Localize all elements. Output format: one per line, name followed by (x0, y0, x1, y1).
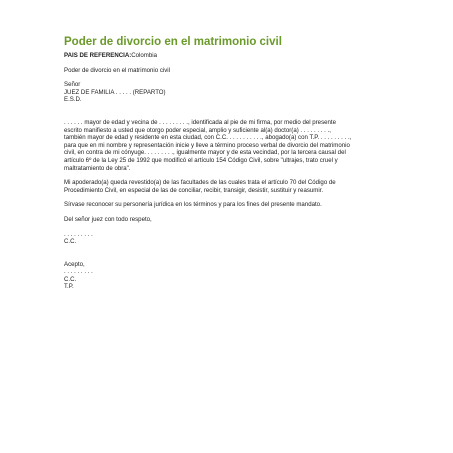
acceptance-label: Acepto, (64, 260, 85, 268)
reference-label: PAIS DE REFERENCIA: (64, 52, 132, 59)
body-line: . . . . . . mayor de edad y vecina de . . . . . . . . ., identificada al pie de mi firma, por medio del presente (64, 118, 336, 126)
signature-dots: . . . . . . . . . (64, 230, 93, 238)
request-paragraph: Sírvase reconocer su personería jurídica en los términos y para los fines del presente mandato. (64, 201, 322, 209)
document-body (64, 36, 394, 291)
addressee-esd: E.S.D. (64, 96, 82, 104)
acceptance-id: C.C. (64, 275, 77, 283)
reference-value: Colombia (131, 52, 158, 59)
signature-id: C.C. (64, 238, 77, 246)
document-title: Poder de divorcio en el matrimonio civil (64, 36, 282, 48)
body-line: escrito manifiesto a usted que otorgo poder especial, amplio y suficiente al(a) doctor(a) . . . . . . . . ., (64, 126, 331, 134)
body-line: civil, en contra de mi cónyuge. . . . . . . . ., igualmente mayor y de esta vecindad, por la tercera causal del (64, 149, 346, 157)
addressee-salutation: Señor (64, 81, 81, 89)
body-line: también mayor de edad y residente en esta ciudad, con C.C. . . . . . . . . . ., abogado(a) con T.P. . . . . . . . . ., (64, 134, 352, 142)
acceptance-dots: . . . . . . . . . (64, 268, 93, 276)
body-paragraph (64, 119, 394, 172)
acceptance-tp: T.P. (64, 283, 74, 291)
powers-paragraph (64, 179, 394, 194)
reference-country (64, 52, 394, 60)
powers-line: Procedimiento Civil, en especial de las de conciliar, recibir, transigir, desistir, sustituir y reasumir. (64, 186, 324, 194)
closing-line: Del señor juez con todo respeto, (64, 215, 152, 223)
addressee-judge: JUEZ DE FAMILIA . . . . . (REPARTO) (64, 88, 166, 96)
powers-line: Mi apoderado(a) queda revestido(a) de las facultades de las cuales trata el artículo 70 del Código de (64, 179, 336, 187)
body-line: para que en mi nombre y representación inicie y lleve a término proceso verbal de divorcio del matrimonio (64, 141, 350, 149)
document-subject: Poder de divorcio en el matrimonio civil (64, 66, 171, 74)
body-line: artículo 6º de la Ley 25 de 1992 que modificó el artículo 154 Código Civil, sobre "ultrajes, trato cruel y (64, 156, 338, 164)
body-line: maltratamiento de obra". (64, 164, 131, 172)
